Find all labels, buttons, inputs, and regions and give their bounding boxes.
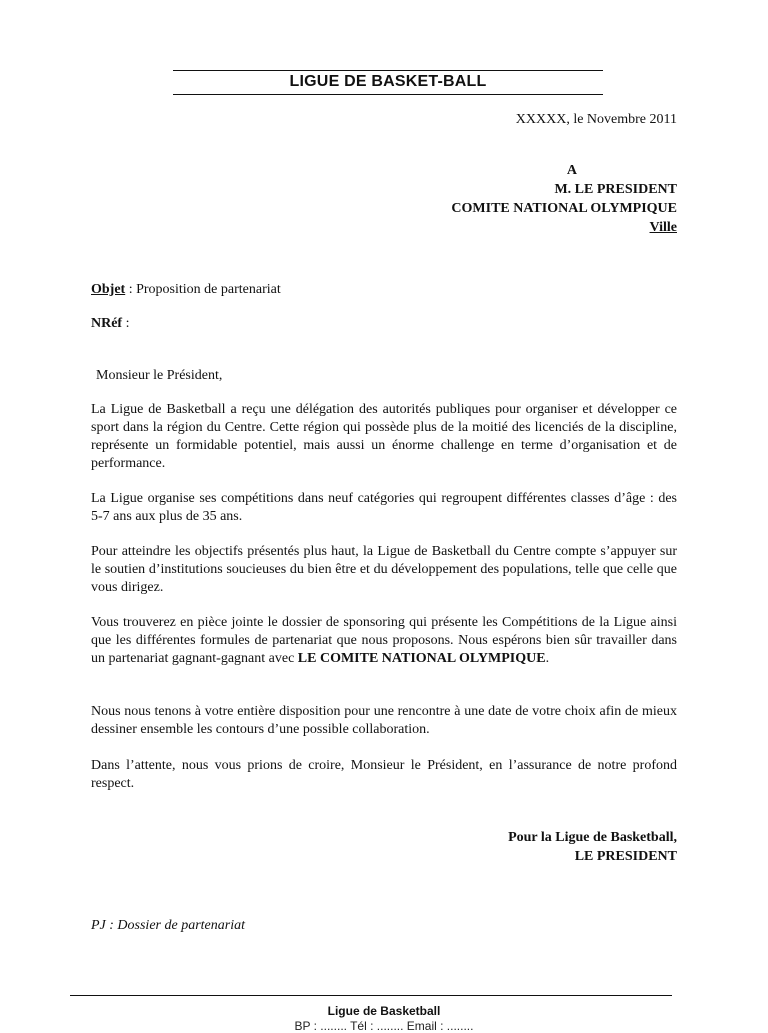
recipient-name: M. LE PRESIDENT [554,182,677,197]
header-top-rule [173,70,603,71]
paragraph-6: Dans l’attente, nous vous prions de croire, Monsieur le Président, en l’assurance de notre profond respect. [91,758,677,791]
subject-line [91,281,281,299]
paragraph-1: La Ligue de Basketball a reçu une délégation des autorités publiques pour organiser et développer ce sport dans la région du Centre. Cette région qui possède plus de la moitié des licenciés de la discipline, représente un formidable potentiel, mais aussi un énorme challenge en terme d’organisation et de performance. [91,402,677,471]
reference-label: NRéf [91,316,123,331]
subject-label: Objet [91,282,126,297]
paragraph-4-bold: LE COMITE NATIONAL OLYMPIQUE [297,651,546,666]
date-line: XXXXX, le Novembre 2011 [515,112,677,127]
subject-separator: : [125,282,137,297]
signature-line-2: LE PRESIDENT [574,849,677,864]
letter-heading: LIGUE DE BASKET-BALL [289,73,487,90]
subject-text: Proposition de partenariat [136,282,281,297]
paragraph-3: Pour atteindre les objectifs présentés plus haut, la Ligue de Basketball du Centre compte s’appuyer sur le soutien d’institutions soucieuses du bien être et du développement des populations, telle que celle que vous dirigez. [91,544,677,595]
attachment-note: PJ : Dossier de partenariat [91,918,245,933]
signature-line-1: Pour la Ligue de Basketball, [508,830,677,845]
recipient-city: Ville [649,220,677,235]
salutation: Monsieur le Président, [96,368,223,383]
paragraph-4-end: . [545,651,550,666]
recipient-organization: COMITE NATIONAL OLYMPIQUE [451,201,677,216]
footer-organization: Ligue de Basketball [327,1004,441,1018]
header-bottom-rule [173,94,603,95]
recipient-prefix: A [566,163,577,178]
paragraph-2: La Ligue organise ses compétitions dans neuf catégories qui regroupent différentes classes d’âge : des 5-7 ans aux plus de 35 ans. [91,491,677,524]
footer-contact: BP : ........ Tél : ........ Email : ........ [294,1019,474,1033]
paragraph-4-text: Vous trouverez en pièce jointe le dossier de sponsoring qui présente les Compétitions de la Ligue ainsi que les différentes formules de partenariat que nous proposons. Nous espérons bien sûr travailler dans un partenariat gagnant-gagnant avec [91,615,677,666]
reference-line [91,315,130,333]
paragraph-4 [91,614,677,668]
paragraph-5: Nous nous tenons à votre entière disposition pour une rencontre à une date de votre choix afin de mieux dessiner ensemble les contours d’une possible collaboration. [91,704,677,737]
recipient-block [451,161,677,237]
signature-block [508,828,677,866]
reference-separator: : [122,316,130,331]
footer-rule [70,995,672,996]
